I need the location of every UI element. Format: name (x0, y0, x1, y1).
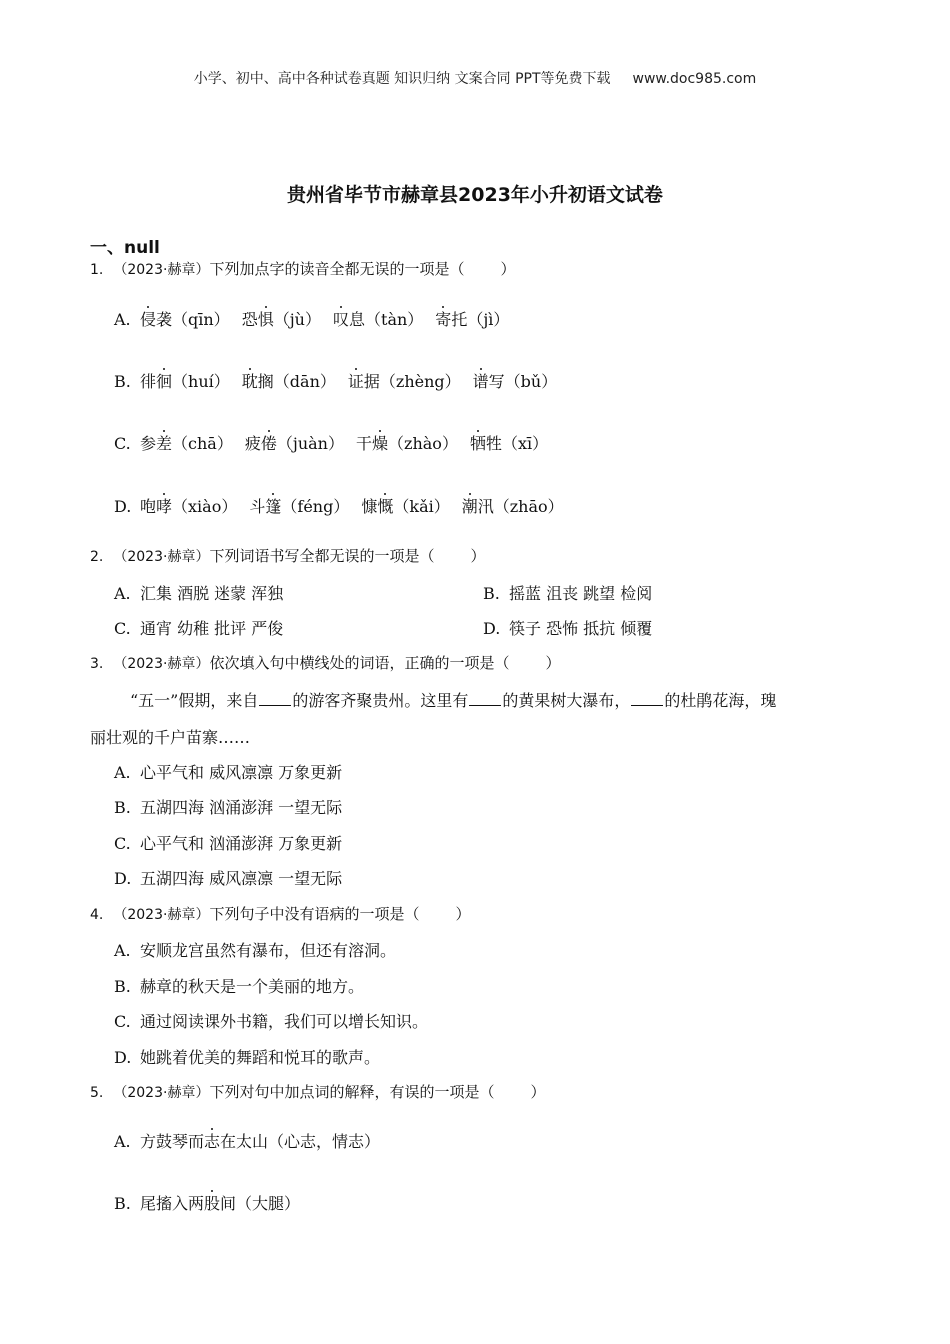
q2-option-a[interactable]: A. 汇集 酒脱 迷蒙 浑独 (114, 584, 284, 603)
question-4: 4. （2023·赫章）下列句子中没有语病的一项是（ ） (90, 905, 471, 923)
q2-option-d[interactable]: D. 筷子 恐怖 抵抗 倾覆 (483, 619, 653, 638)
q1-option-b[interactable]: B. 徘徊（huí） 耽搁（dān） 证据（zhèng） 谱写（bǔ） (114, 372, 558, 391)
q5-option-a[interactable]: A. 方鼓琴而志在太山（心志，情志） (114, 1132, 381, 1151)
q1-option-a[interactable]: A. 侵袭（qīn） 恐惧（jù） 叹息（tàn） 寄托（jì） (114, 310, 510, 329)
q3-option-a[interactable]: A. 心平气和 威风凛凛 万象更新 (114, 763, 343, 782)
question-1: 1. （2023·赫章）下列加点字的读音全都无误的一项是（ ） (90, 260, 516, 278)
q2-option-b[interactable]: B. 摇蓝 沮丧 跳望 检阅 (483, 584, 653, 603)
q2-option-c[interactable]: C. 通宵 幼稚 批评 严俊 (114, 619, 284, 638)
q1-option-d[interactable]: D. 咆哮（xiào） 斗篷（féng） 慷慨（kǎi） 潮汛（zhāo） (114, 497, 564, 516)
section-heading: 一、null (90, 238, 160, 258)
q3-option-c[interactable]: C. 心平气和 汹涌澎湃 万象更新 (114, 834, 343, 853)
q3-passage-line-1: “五一”假期，来自 的游客齐聚贵州。这里有 的黄果树大瀑布， 的杜鹃花海，瑰 (130, 691, 777, 710)
q3-passage-line-2: 丽壮观的千户苗寨…… (90, 728, 251, 747)
q3-option-b[interactable]: B. 五湖四海 汹涌澎湃 一望无际 (114, 798, 343, 817)
question-3: 3. （2023·赫章）依次填入句中横线处的词语，正确的一项是（ ） (90, 654, 561, 672)
q5-option-b[interactable]: B. 尾搐入两股间（大腿） (114, 1194, 301, 1213)
q4-option-c[interactable]: C. 通过阅读课外书籍，我们可以增长知识。 (114, 1012, 429, 1031)
q4-option-d[interactable]: D. 她跳着优美的舞蹈和悦耳的歌声。 (114, 1048, 381, 1067)
question-2: 2. （2023·赫章）下列词语书写全都无误的一项是（ ） (90, 547, 486, 565)
page-header (0, 68, 950, 88)
q3-option-d[interactable]: D. 五湖四海 威风凛凛 一望无际 (114, 869, 343, 888)
header-text: 小学、初中、高中各种试卷真题 知识归纳 文案合同 PPT等免费下载 (193, 71, 611, 87)
q1-option-c[interactable]: C. 参差（chā） 疲倦（juàn） 干燥（zhào） 牺牲（xī） (114, 434, 549, 453)
question-5: 5. （2023·赫章）下列对句中加点词的解释，有误的一项是（ ） (90, 1083, 546, 1101)
q4-option-a[interactable]: A. 安顺龙宫虽然有瀑布，但还有溶洞。 (114, 941, 397, 960)
header-url[interactable]: www.doc985.com (632, 71, 757, 87)
q4-option-b[interactable]: B. 赫章的秋天是一个美丽的地方。 (114, 977, 365, 996)
page-title: 贵州省毕节市赫章县2023年小升初语文试卷 (287, 184, 663, 206)
